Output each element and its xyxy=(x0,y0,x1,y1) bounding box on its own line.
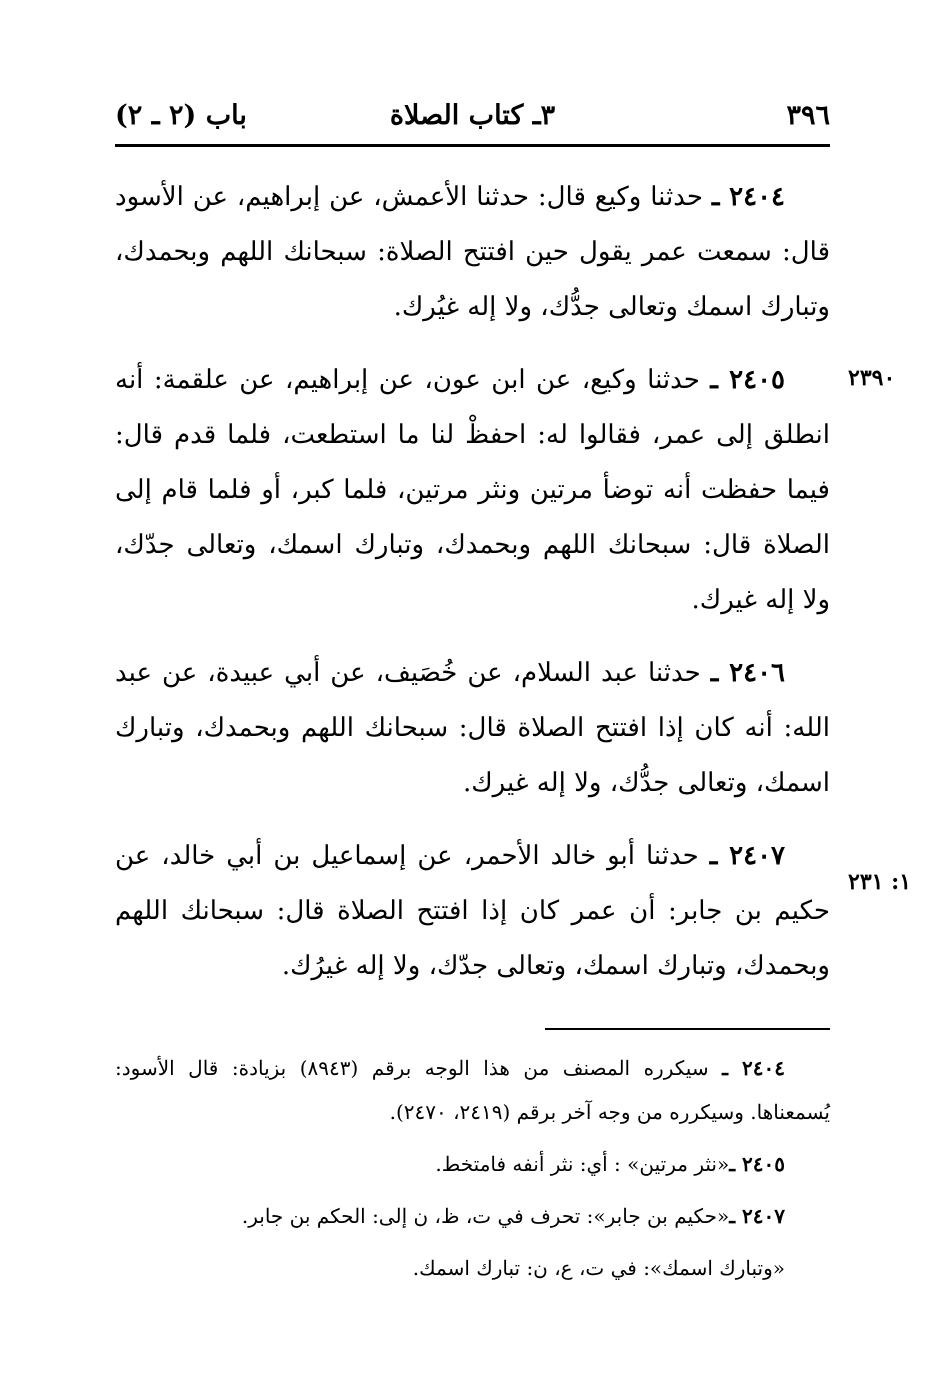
footnotes xyxy=(115,1046,830,1298)
footnote xyxy=(115,1142,830,1186)
footnote-text: «وتبارك اسمك»: في ت، ع، ن: تبارك اسمك. xyxy=(412,1256,785,1280)
hadith-number: ٢٤٠٤ ـ xyxy=(711,182,786,212)
footnote-text: «حكيم بن جابر»: تحرف في ت، ظ، ن إلى: الحكم بن جابر. xyxy=(241,1204,730,1228)
page-number: ٣٩٦ xyxy=(786,100,830,131)
margin-reference: ١: ٢٣١ xyxy=(848,869,912,895)
hadith-paragraph xyxy=(115,353,830,628)
margin-reference: ٢٣٩٠ xyxy=(848,365,896,391)
hadith-paragraph xyxy=(115,646,830,811)
footnote xyxy=(115,1246,830,1290)
footnote-number: ٢٤٠٥ ـ xyxy=(729,1152,785,1176)
hadith-text: حدثنا وكيع، عن ابن عون، عن إبراهيم، عن علقمة: أنه انطلق إلى عمر، فقالوا له: احفظْ لنا ما استطعت، فلما قدم قال: فيما حفظت أنه توضأ مرتين ونثر مرتين، فلما كبر، أو فلما قام إلى الصلاة قال: سبحانك اللهم وبحمدك، وتبارك اسمك، وتعالى جدّك، ولا إله غيرك. xyxy=(115,365,830,615)
book-title: ٣ـ كتاب الصلاة xyxy=(389,100,556,131)
running-header xyxy=(115,96,830,140)
main-text xyxy=(115,170,830,1012)
footnote xyxy=(115,1046,830,1134)
hadith-paragraph xyxy=(115,829,830,994)
chapter-label: باب (٢ ـ ٢) xyxy=(115,100,247,131)
footnote-text: سيكرره المصنف من هذا الوجه برقم (٨٩٤٣) بزيادة: قال الأسود: يُسمعناها. وسيكرره من وجه آخر برقم (٢٤١٩، ٢٤٧٠). xyxy=(115,1056,830,1124)
hadith-text: حدثنا أبو خالد الأحمر، عن إسماعيل بن أبي خالد، عن حكيم بن جابر: أن عمر كان إذا افتتح الصلاة قال: سبحانك اللهم وبحمدك، وتبارك اسمك، وتعالى جدّك، ولا إله غيرُك. xyxy=(115,841,830,981)
footnote-divider xyxy=(545,1028,830,1030)
hadith-paragraph xyxy=(115,170,830,335)
hadith-number: ٢٤٠٥ ـ xyxy=(710,365,785,395)
footnote-number: ٢٤٠٧ ـ xyxy=(729,1204,785,1228)
hadith-number: ٢٤٠٦ ـ xyxy=(710,658,785,688)
footnote-text: «نثر مرتين» : أي: نثر أنفه فامتخط. xyxy=(435,1152,730,1176)
hadith-number: ٢٤٠٧ ـ xyxy=(709,841,785,871)
hadith-text: حدثنا وكيع قال: حدثنا الأعمش، عن إبراهيم، عن الأسود قال: سمعت عمر يقول حين افتتح الصلاة: سبحانك اللهم وبحمدك، وتبارك اسمك وتعالى جدُّك، ولا إله غيُرك. xyxy=(115,182,830,322)
footnote xyxy=(115,1194,830,1238)
hadith-text: حدثنا عبد السلام، عن خُصَيف، عن أبي عبيدة، عن عبد الله: أنه كان إذا افتتح الصلاة قال: سبحانك اللهم وبحمدك، وتبارك اسمك، وتعالى جدُّك، ولا إله غيرك. xyxy=(115,658,830,798)
header-divider xyxy=(115,144,830,147)
footnote-number: ٢٤٠٤ ـ xyxy=(722,1056,785,1080)
